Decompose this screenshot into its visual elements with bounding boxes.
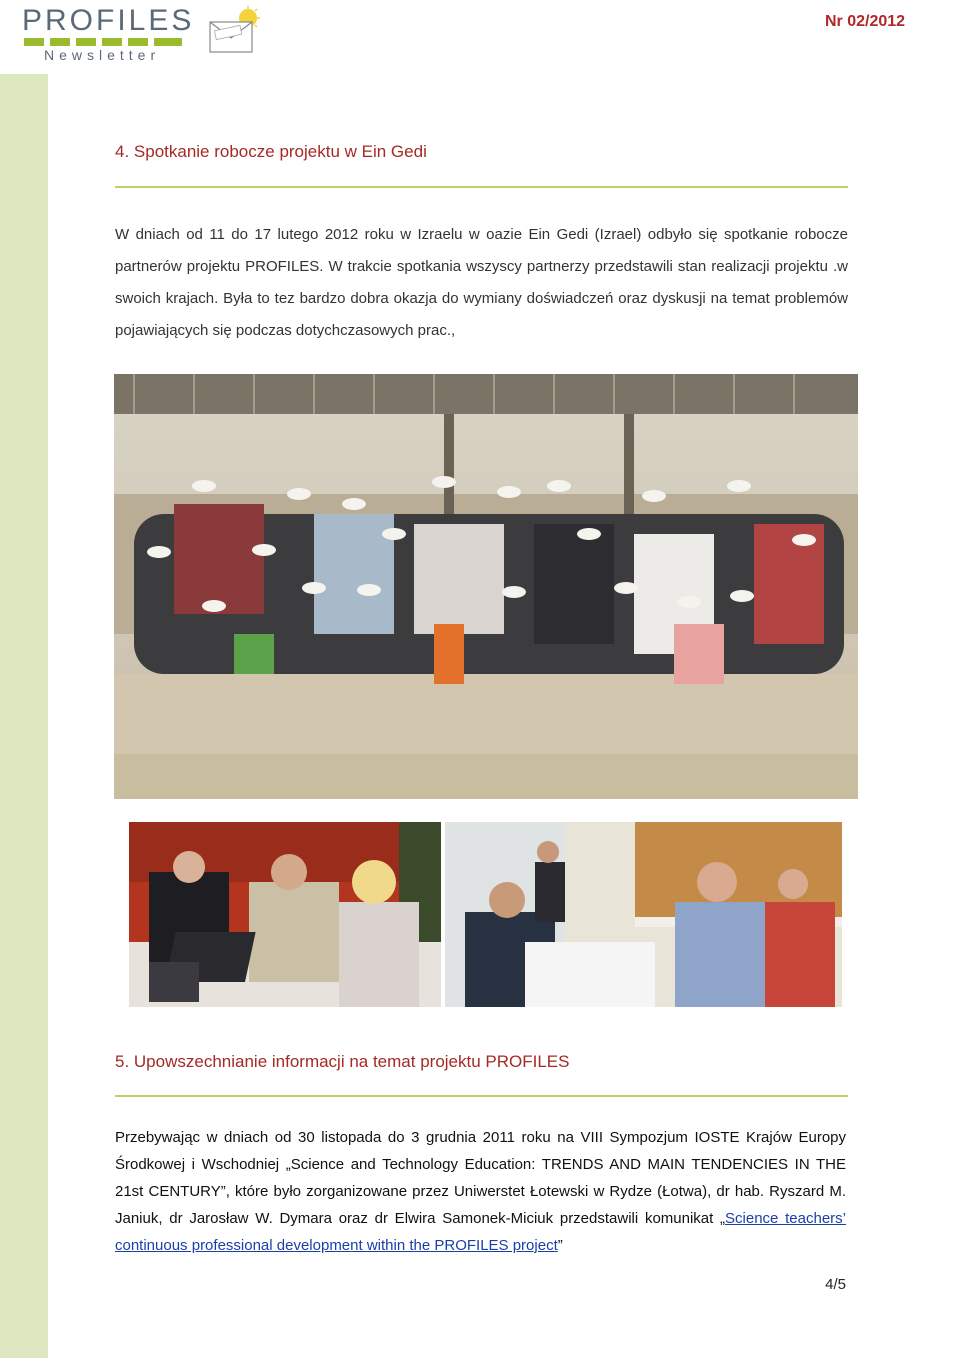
section-5-text: Przebywając w dniach od 30 listopada do 3 grudnia 2011 roku na VIII Sympozjum IOSTE Krajów Europy Środkowej i Wschodniej „Science and Technology Education: TRENDS AND MAIN TENDENCIES IN THE 21st CENTURY”, które było zorganizowane przez Uniwerstet Łotewski w Rydze (Łotwa), dr hab. Ryszard M. Janiuk, dr Jarosław W. Dymara oraz dr Elwira Samonek-Miciuk przedstawili komunikat „ bbox=[115, 1129, 846, 1227]
section-4-body: W dniach od 11 do 17 lutego 2012 roku w Izraelu w oazie Ein Gedi (Izrael) odbyło się spotkanie robocze partnerów projektu PROFILES. W trakcie spotkania wszyscy partnerzy przedstawili stan realizacji projektu .w swoich krajach. Była to tez bardzo dobra okazja do wymiany doświadczeń oraz dyskusji na temat problemów pojawiających się podczas dotychczasowych prac., bbox=[115, 226, 848, 339]
header-logo-area bbox=[0, 0, 272, 74]
meeting-photo-left bbox=[129, 822, 441, 1007]
section-5-text-end: ” bbox=[557, 1237, 563, 1254]
sidebar-band bbox=[0, 0, 48, 1358]
meeting-photo-right bbox=[445, 822, 842, 1007]
section-5-body bbox=[115, 1124, 846, 1259]
envelope-icon bbox=[206, 6, 262, 56]
section-5-title: 5. Upowszechnianie informacji na temat projektu PROFILES bbox=[115, 1052, 570, 1071]
group-photo bbox=[114, 374, 858, 799]
brand-logo: PROFILES bbox=[22, 4, 195, 37]
brand-subtitle: Newsletter bbox=[44, 47, 161, 63]
section-5-rule bbox=[115, 1095, 848, 1097]
section-4-rule bbox=[115, 186, 848, 188]
issue-number: Nr 02/2012 bbox=[788, 2, 942, 42]
section-4-title: 4. Spotkanie robocze projektu w Ein Gedi bbox=[115, 142, 427, 161]
paper-link[interactable]: Science teachers’ continuous professional development within the PROFILES project bbox=[115, 1210, 846, 1254]
page-number: 4/5 bbox=[825, 1276, 846, 1293]
logo-bars bbox=[24, 38, 182, 46]
